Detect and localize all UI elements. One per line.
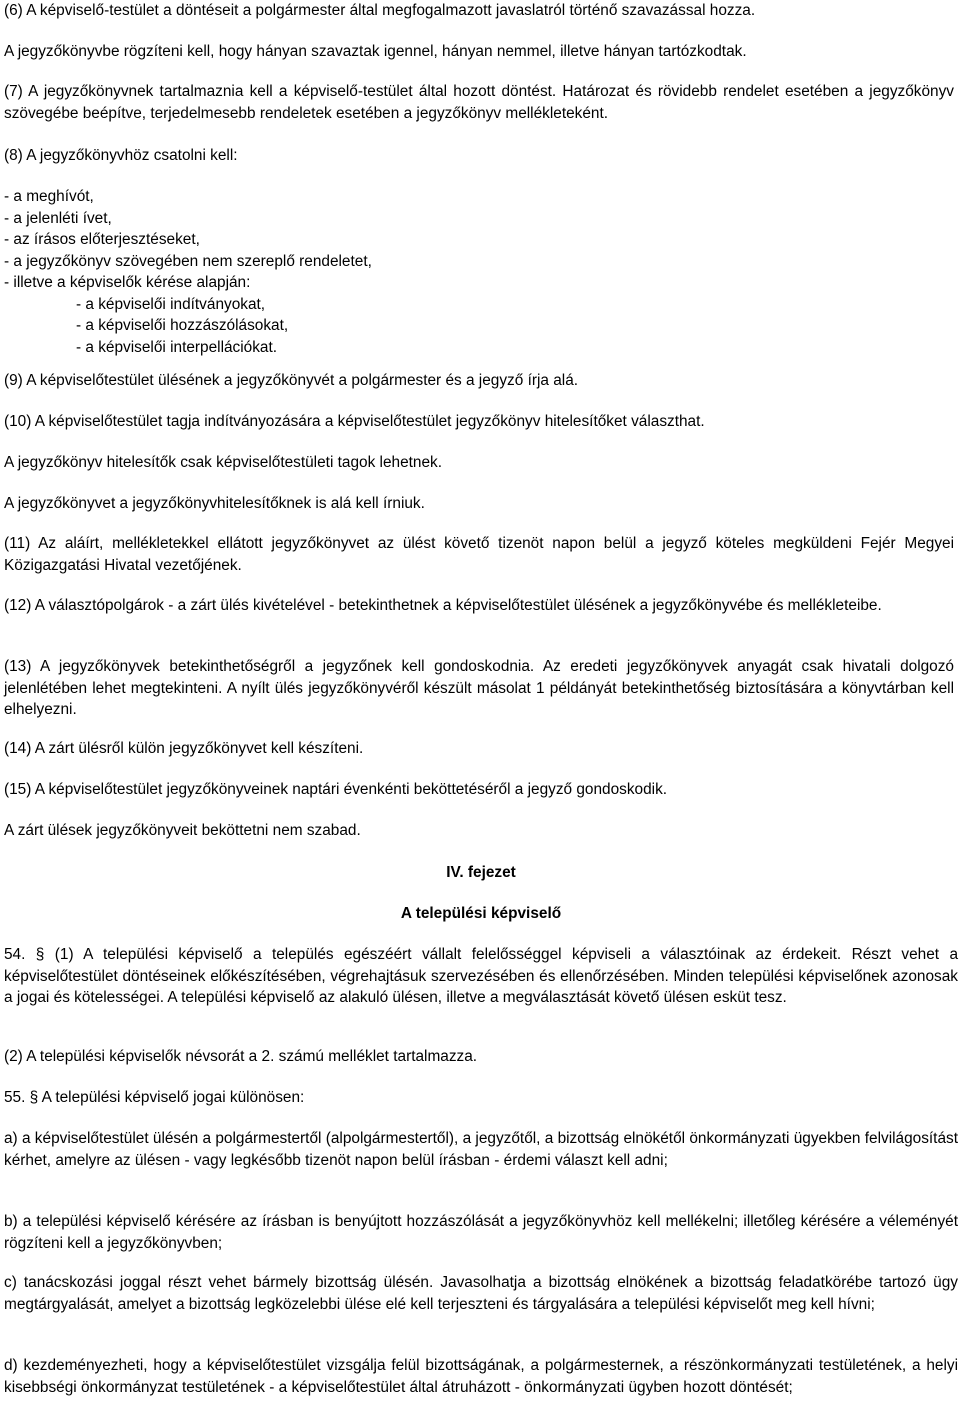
paragraph-10: (10) A képviselőtestület tagja indítványozására a képviselőtestület jegyzőkönyv hitelesítőket választhat. [4,413,705,430]
paragraph-6-voting-record: A jegyzőkönyvbe rögzíteni kell, hogy hányan szavaztak igennel, hányan nemmel, illetve hányan tartózkodtak. [4,43,747,60]
paragraph-11: (11) Az aláírt, mellékletekkel ellátott jegyzőkönyvet az ülést követő tizenöt napon belül a jegyző köteles megküldeni Fejér Megyei Közigazgatási Hivatal vezetőjének. [4,535,954,574]
sub-list-item: - a képviselői interpellációkat. [76,338,278,356]
list-item: - a jegyzőkönyv szövegében nem szereplő rendeletet, [4,252,372,270]
chapter-title: A települési képviselő [400,905,562,922]
attachment-list [4,186,372,358]
sub-list-item: - a képviselői hozzászólásokat, [76,317,289,334]
section-55-point-c: c) tanácskozási joggal részt vehet bármely bizottság ülésén. Javasolhatja a bizottság elnökének a bizottság feladatkörébe tartozó ügy megtárgyalását, amelyet a bizottság legközelebbi ülése elé kell terjeszteni és tárgyalására a települési képviselőt meg kell hívni; [4,1274,958,1313]
paragraph-15-closed-sessions: A zárt ülések jegyzőkönyveit beköttetni nem szabad. [4,822,361,839]
section-54-paragraph-2: (2) A települési képviselők névsorát a 2. számú melléklet tartalmazza. [4,1048,478,1065]
paragraph-8: (8) A jegyzőkönyvhöz csatolni kell: [4,147,238,164]
paragraph-14: (14) A zárt ülésről külön jegyzőkönyvet kell készíteni. [4,740,364,757]
list-item: - illetve a képviselők kérése alapján: [4,274,251,291]
section-55-point-b: b) a települési képviselő kérésére az írásban is benyújtott hozzászólását a jegyzőkönyvhöz kell mellékelni; illetőleg kérésére a véleményét rögzíteni kell a jegyzőkönyvben; [4,1213,958,1252]
paragraph-7: (7) A jegyzőkönyvnek tartalmaznia kell a képviselő-testület által hozott döntést. Határozat és rövidebb rendelet esetében a jegyzőkönyv szövegébe beépítve, terjedelmesebb rendeletek esetében a jegyzőkönyv mellékleteként. [4,83,954,122]
list-item: - a jelenléti ívet, [4,209,112,227]
section-54-paragraph-1: 54. § (1) A települési képviselő a település egészéért vállalt felelősséggel képviseli a választóinak az érdekeit. Részt vehet a képviselőtestület döntéseinek előkészítésében, végrehajtásuk szervezésében és ellenőrzésében. Minden települési képviselőnek azonosak a jogai és kötelességei. A települési képviselő az alakuló ülésen, illetve a megválasztását követő ülésen esküt tesz. [4,946,958,1006]
list-item: - a meghívót, [4,188,94,205]
chapter-number: IV. fejezet [446,864,516,881]
list-item: - az írásos előterjesztéseket, [4,231,200,248]
paragraph-10-signature: A jegyzőkönyvet a jegyzőkönyvhitelesítőknek is alá kell írniuk. [4,495,425,512]
paragraph-13: (13) A jegyzőkönyvek betekinthetőségről a jegyzőnek kell gondoskodnia. Az eredeti jegyzőkönyvek anyagát csak hivatali dolgozó jelenlétében lehet megtekinteni. A nyílt ülés jegyzőkönyvéről készült másolat 1 példányát betekinthetőség biztosítására a könyvtárban kell elhelyezni. [4,658,954,718]
paragraph-12: (12) A választópolgárok - a zárt ülés kivételével - betekinthetnek a képviselőtestület ülésének a jegyzőkönyvébe és mellékleteibe. [4,597,882,614]
paragraph-9: (9) A képviselőtestület ülésének a jegyzőkönyvét a polgármester és a jegyző írja alá. [4,372,579,389]
paragraph-15: (15) A képviselőtestület jegyzőkönyveinek naptári évenkénti beköttetéséről a jegyző gondoskodik. [4,781,668,798]
section-55-intro: 55. § A települési képviselő jogai különösen: [4,1089,305,1106]
sub-list-item: - a képviselői indítványokat, [76,295,266,313]
paragraph-10-members: A jegyzőkönyv hitelesítők csak képviselőtestületi tagok lehetnek. [4,454,443,471]
section-55-point-a: a) a képviselőtestület ülésén a polgármestertől (alpolgármestertől), a jegyzőtől, a bizottság elnökétől önkormányzati ügyekben felvilágosítást kérhet, amelyre az ülésen - vagy legkésőbb tizenöt napon belül írásban - érdemi választ kell adni; [4,1130,958,1169]
section-55-point-d: d) kezdeményezheti, hogy a képviselőtestület vizsgálja felül bizottságának, a polgármesternek, a részönkormányzati testületének, a helyi kisebbségi önkormányzat testületének - a képviselőtestület által átruházott - önkormányzati ügyben hozott döntését; [4,1357,958,1396]
paragraph-6: (6) A képviselő-testület a döntéseit a polgármester által megfogalmazott javaslatról történő szavazással hozza. [4,2,756,19]
